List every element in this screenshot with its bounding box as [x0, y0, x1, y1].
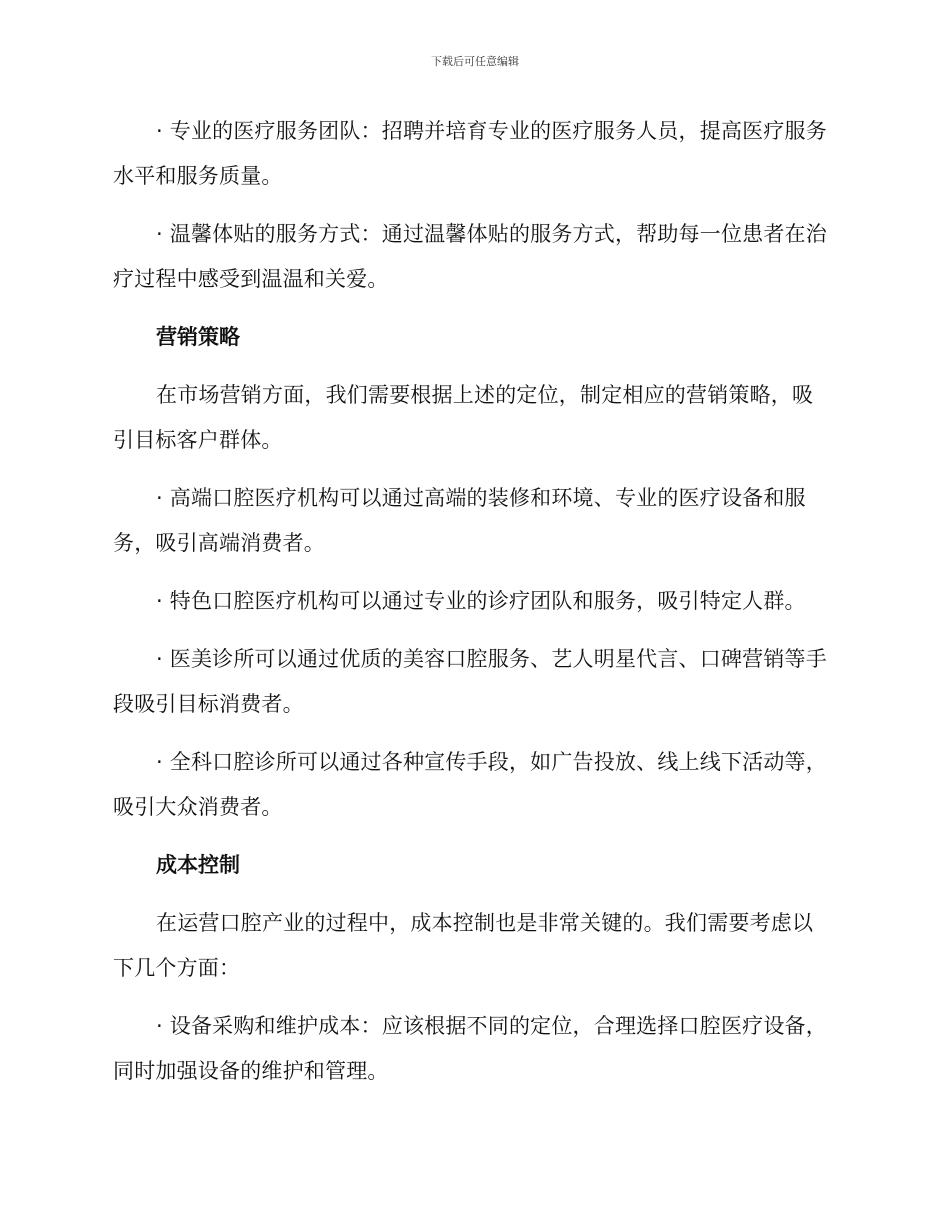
page-header-note: 下载后可任意编辑 [431, 55, 519, 68]
paragraph-cost-intro: 在运营口腔产业的过程中，成本控制也是非常关键的。我们需要考虑以下几个方面： [113, 911, 814, 980]
paragraph-equipment-cost: · 设备采购和维护成本：应该根据不同的定位，合理选择口腔医疗设备，同时加强设备的维护和管理。 [113, 1014, 827, 1083]
paragraph-service-style: · 温馨体贴的服务方式：通过温馨体贴的服务方式，帮助每一位患者在治疗过程中感受到温温和关爱。 [113, 222, 827, 291]
paragraph-general-clinic: · 全科口腔诊所可以通过各种宣传手段，如广告投放、线上线下活动等，吸引大众消费者。 [113, 750, 827, 819]
section-heading-cost-control: 成本控制 [156, 853, 240, 877]
document-body [113, 109, 833, 1107]
section-heading-marketing: 营销策略 [156, 325, 240, 349]
paragraph-medical-team: · 专业的医疗服务团队：招聘并培育专业的医疗服务人员，提高医疗服务水平和服务质量。 [113, 119, 827, 188]
paragraph-aesthetic-clinic: · 医美诊所可以通过优质的美容口腔服务、艺人明星代言、口碑营销等手段吸引目标消费者。 [113, 647, 827, 716]
paragraph-marketing-intro: 在市场营销方面，我们需要根据上述的定位，制定相应的营销策略，吸引目标客户群体。 [113, 383, 814, 452]
paragraph-high-end-clinic: · 高端口腔医疗机构可以通过高端的装修和环境、专业的医疗设备和服务，吸引高端消费者。 [113, 486, 806, 555]
paragraph-specialty-clinic: · 特色口腔医疗机构可以通过专业的诊疗团队和服务，吸引特定人群。 [156, 589, 806, 613]
